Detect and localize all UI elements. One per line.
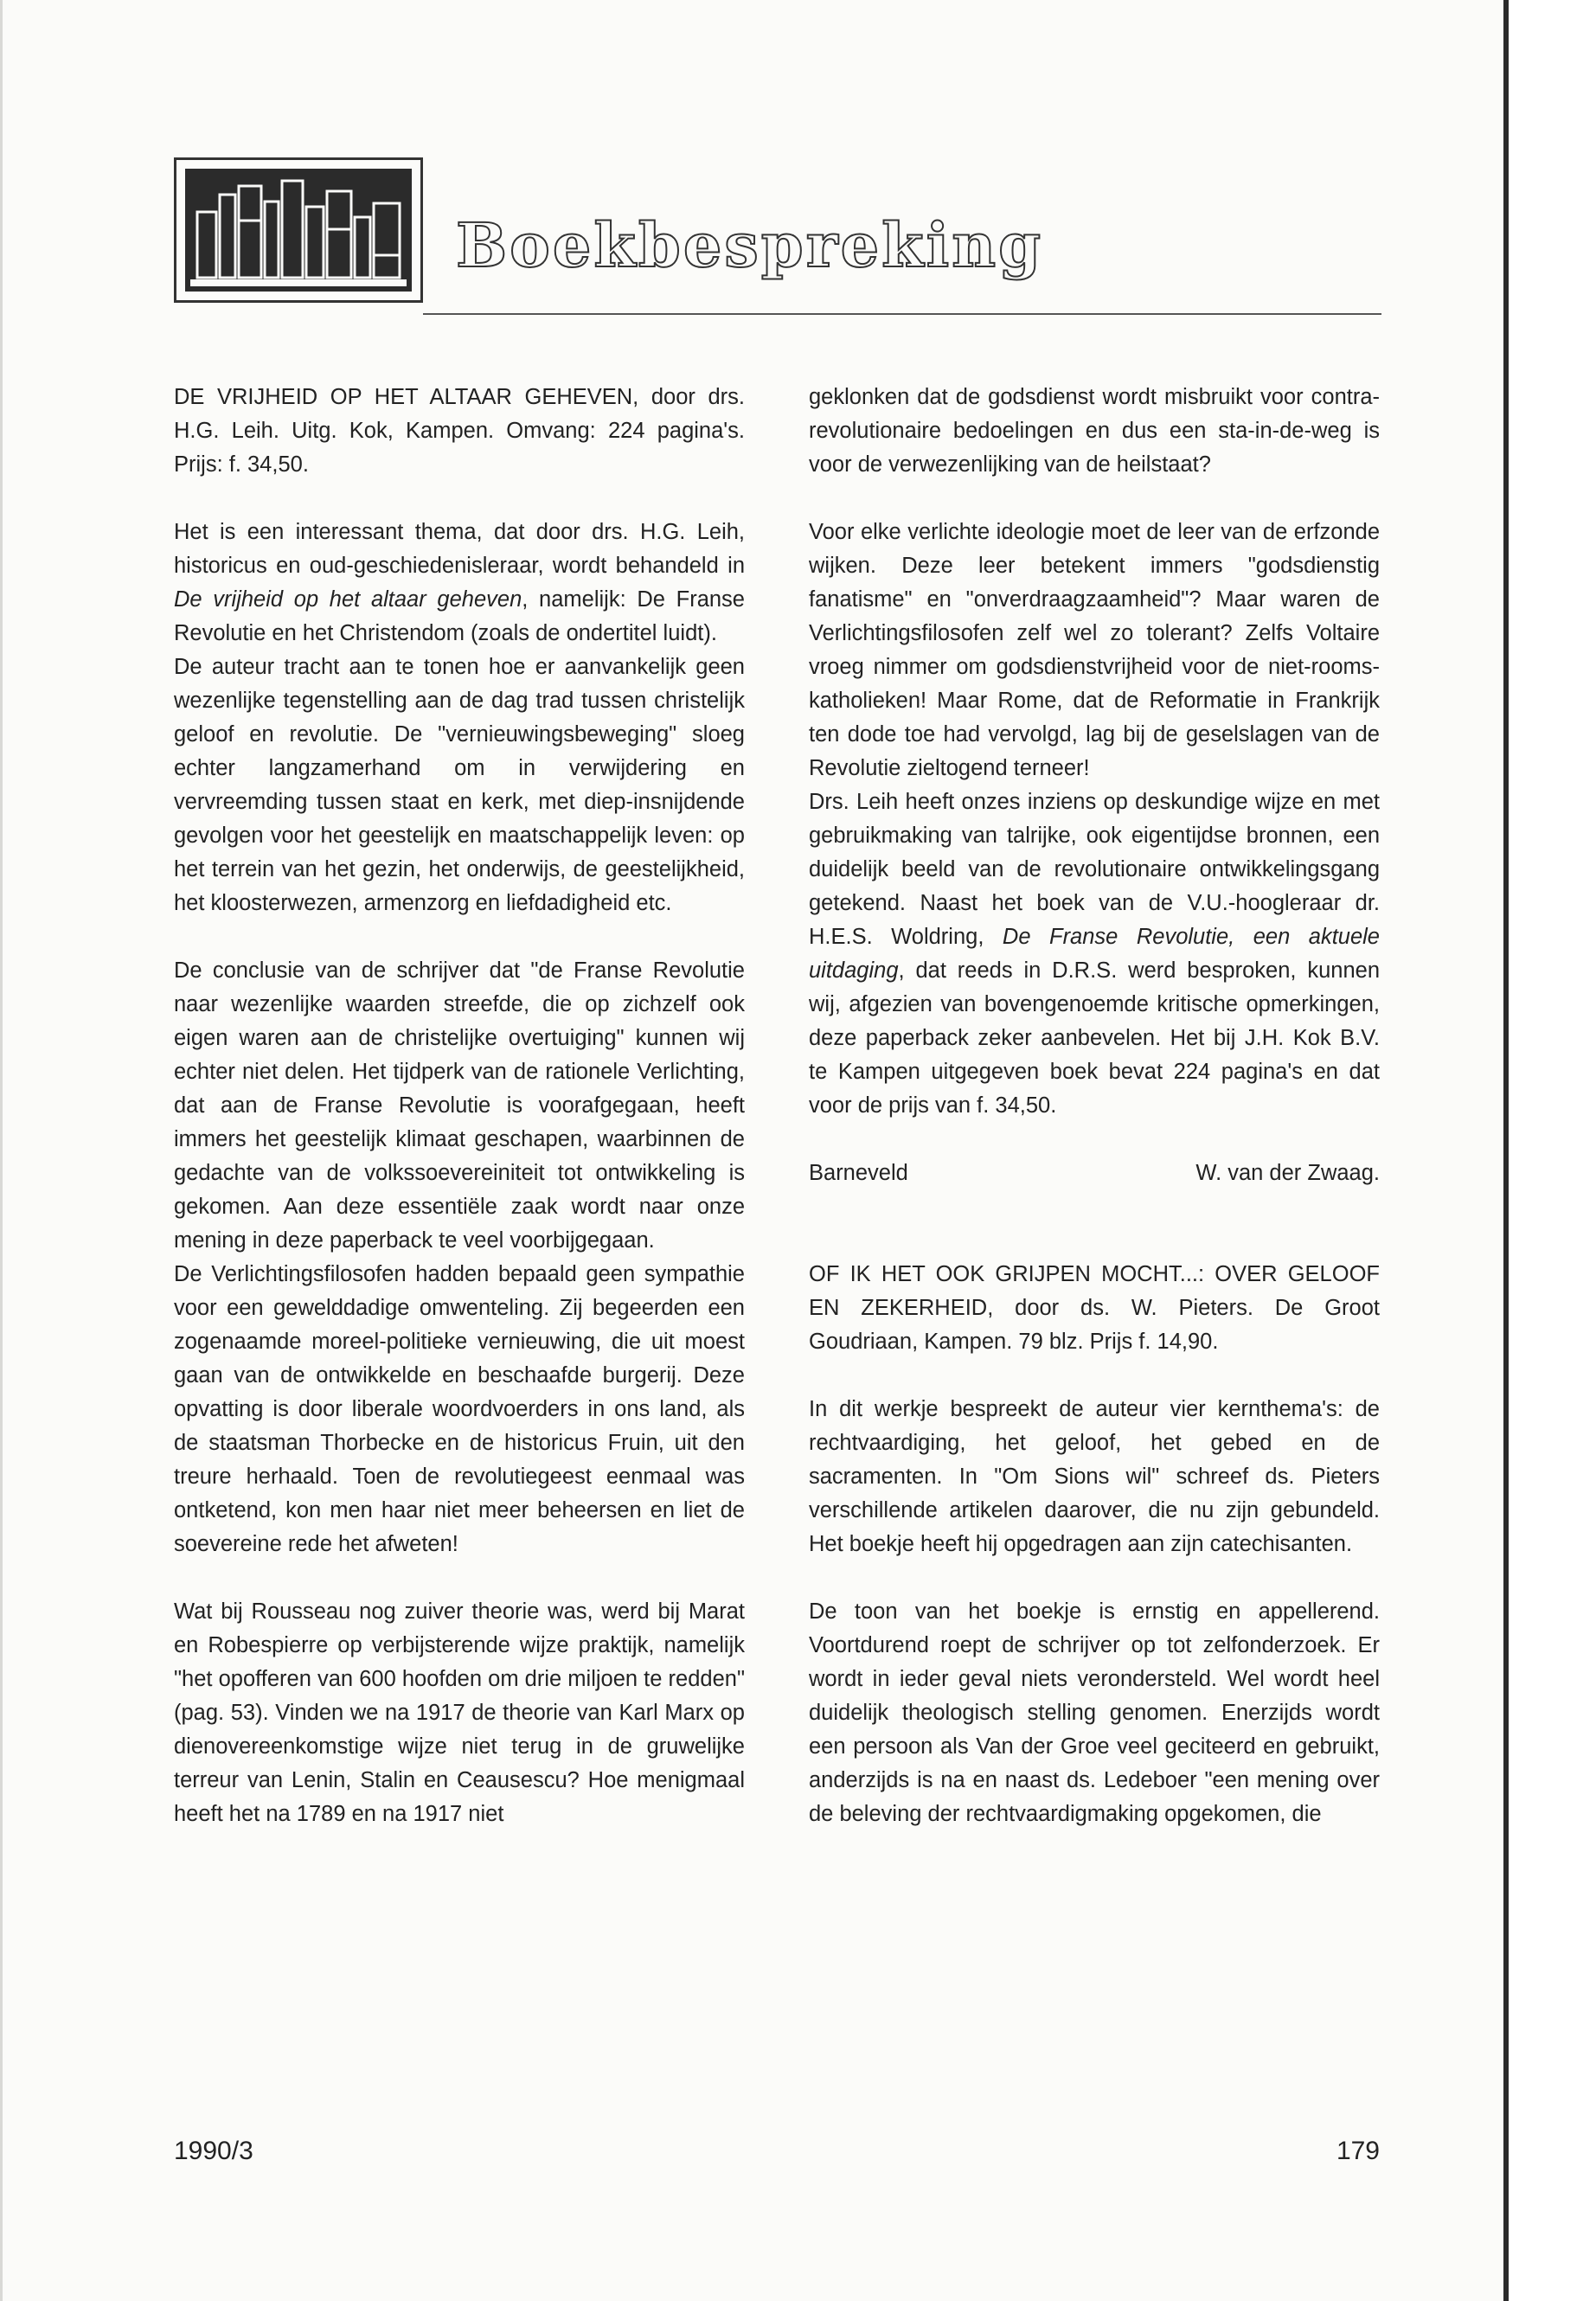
signature-place: Barneveld [809,1161,908,1185]
section-logo [174,157,423,303]
bookshelf-icon [185,169,412,292]
left-column [174,381,745,1831]
section-title: Boekbespreking [456,209,1044,281]
review2-paragraph: De toon van het boekje is ernstig en appellerend. Voortdurend roept de schrijver op tot zelfonderzoek. Er wordt in ieder geval niets verondersteld. Wel wordt heel duidelijk theologisch stelling genomen. Enerzijds wordt een persoon als Van der Groe veel geciteerd en gebruikt, anderzijds is na en naast ds. Ledeboer "een mening over de beleving der rechtvaardigmaking opgekomen, die [809,1599,1380,1826]
review1-paragraph: Drs. Leih heeft onzes inziens op deskundige wijze en met gebruikmaking van talrijke, ook eigentijdse bronnen, een duidelijk beeld van de revolutionaire ontwikkelingsgang getekend. Naast het boek van de V.U.-hoogleraar dr. H.E.S. Woldring, De Franse Revolutie, een aktuele uitdaging, dat reeds in D.R.S. werd besproken, kunnen wij, afgezien van bovengenoemde kritische opmerkingen, deze paperback zeker aanbevelen. Het bij J.H. Kok B.V. te Kampen uitgegeven boek bevat 224 pagina's en dat voor de prijs van f. 34,50. [809,790,1380,1118]
review1-heading: DE VRIJHEID OP HET ALTAAR GEHEVEN, door drs. H.G. Leih. Uitg. Kok, Kampen. Omvang: 224 pagina's. Prijs: f. 34,50. [174,385,745,477]
review1-paragraph: De auteur tracht aan te tonen hoe er aanvankelijk geen wezenlijke tegenstelling aan de dag trad tussen christelijk geloof en revolutie. De "vernieuwingsbeweging" sloeg echter langzamerhand om in verwijdering en vervreemding tussen staat en kerk, met diep-insnijdende gevolgen voor het geestelijk en maatschappelijk leven: op het terrein van het gezin, het onderwijs, de geestelijkheid, het kloosterwezen, armenzorg en liefdadigheid etc. [174,655,745,915]
header-divider [423,313,1381,315]
review1-paragraph: De conclusie van de schrijver dat "de Franse Revolutie naar wezenlijke waarden streefde, die op zichzelf ook eigen waren aan de christelijke overtuiging" kunnen wij echter niet delen. Het tijdperk van de rationele Verlichting, dat aan de Franse Revolutie is voorafgegaan, heeft immers het geestelijk klimaat geschapen, waarbinnen de gedachte van de volkssoevereiniteit tot ontwikkeling is gekomen. Aan deze essentiële zaak wordt naar onze mening in deze paperback te veel voorbijgegaan. [174,958,745,1253]
review2-paragraph: In dit werkje bespreekt de auteur vier kernthema's: de rechtvaardiging, het geloof, het gebed en de sacramenten. In "Om Sions wil" schreef ds. Pieters verschillende artikelen daarover, die nu zijn gebundeld. Het boekje heeft hij opgedragen aan zijn catechisanten. [809,1397,1380,1556]
review1-paragraph: Voor elke verlichte ideologie moet de leer van de erfzonde wijken. Deze leer betekent immers "godsdienstig fanatisme" en "onverdraagzaamheid"? Maar waren de Verlichtingsfilosofen zelf wel zo tolerant? Zelfs Voltaire vroeg nimmer om godsdienstvrijheid voor de niet-rooms-katholieken! Maar Rome, dat de Reformatie in Frankrijk ten dode toe had vervolgd, lag bij de geselslagen van de Revolutie zieltogend terneer! [809,520,1380,780]
book-title: De vrijheid op het altaar geheven [174,587,522,612]
review1-paragraph: De Verlichtingsfilosofen hadden bepaald geen sympathie voor een gewelddadige omwenteling. Zij begeerden een zogenaamde moreel-politieke vernieuwing, die uit moest gaan van de ontwikkelde en beschaafde burgerij. Deze opvatting is door liberale woordvoerders in ons land, als de staatsman Thorbecke en de historicus Fruin, uit den treure herhaald. Toen de revolutiegeest eenmaal was ontketend, kon men haar niet meer beheersen en liet de soevereine rede het afweten! [174,1262,745,1556]
review1-paragraph: Het is een interessant thema, dat door drs. H.G. Leih, historicus en oud-geschiedenisleraar, wordt behandeld in De vrijheid op het altaar geheven, namelijk: De Franse Revolutie en het Christendom (zoals de ondertitel luidt). [174,520,745,645]
scan-edge [1503,0,1509,2301]
issue-number: 1990/3 [174,2137,253,2165]
review1-paragraph: Wat bij Rousseau nog zuiver theorie was, werd bij Marat en Robespierre op verbijsterende wijze praktijk, namelijk "het opofferen van 600 hoofden om drie miljoen te redden" (pag. 53). Vinden we na 1917 de theorie van Karl Marx op dienovereenkomstige wijze niet terug in de gruwelijke terreur van Lenin, Stalin en Ceausescu? Hoe menigmaal heeft het na 1789 en na 1917 niet [174,1599,745,1826]
page-number: 179 [1336,2137,1380,2165]
signature-author: W. van der Zwaag. [1195,1161,1380,1185]
review1-signature [809,1157,1380,1190]
right-column [809,381,1380,1831]
book-title: De Franse Revolutie, een aktuele uitdaging [809,925,1380,983]
review1-paragraph: geklonken dat de godsdienst wordt misbruikt voor contra-revolutionaire bedoelingen en dus een sta-in-de-weg is voor de verwezenlijking van de heilstaat? [809,385,1380,477]
review2-heading: OF IK HET OOK GRIJPEN MOCHT...: OVER GELOOF EN ZEKERHEID, door ds. W. Pieters. De Groot Goudriaan, Kampen. 79 blz. Prijs f. 14,90. [809,1262,1380,1354]
